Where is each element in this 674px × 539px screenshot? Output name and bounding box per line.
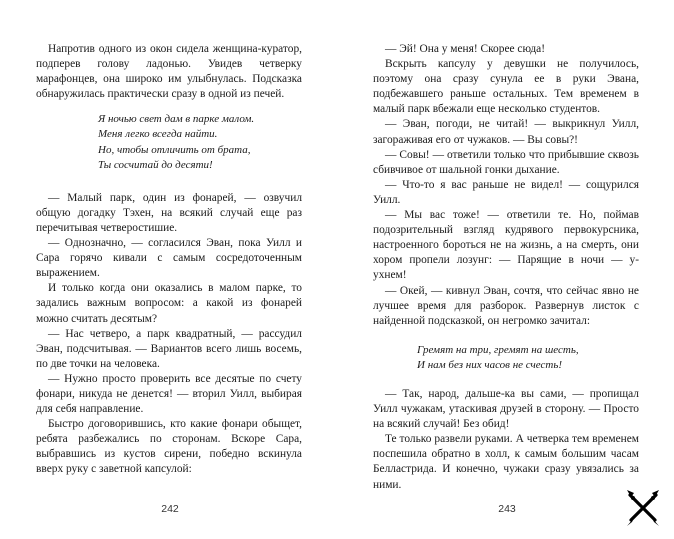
poem-line: Я ночью свет дам в парке малом. (98, 113, 255, 126)
paragraph: Вскрыть капсулу у девушки не получилось, поэтому она сразу сунула ее в руки Эвана, подбежавшего раньше остальных. Тем временем в малый парк вбежали еще несколько студентов. (373, 58, 639, 116)
paragraph: — Что-то я вас раньше не видел! — сощурился Уилл. (373, 178, 639, 206)
paragraph: — Эй! Она у меня! Скорее сюда! (385, 43, 546, 55)
crossed-brushes-icon (622, 487, 664, 529)
poem-line: И нам без них часов не счесть! (417, 358, 563, 371)
right-text-column (373, 42, 639, 493)
paragraph: — Окей, — кивнул Эван, сочтя, что сейчас явно не лучшее время для разборок. Развернув листок с найденной подсказкой, он негромко зачитал: (373, 284, 639, 327)
paragraph: — Эван, погоди, не читай! — выкрикнул Уилл, загораживая его от чужаков. — Вы совы?! (373, 118, 639, 146)
paragraph: — Нужно просто проверить все десятые по счету фонари, никуда не денется! — вторил Уилл, выбирая для себя направление. (36, 372, 302, 416)
paragraph: — Так, народ, дальше-ка вы сами, — пропищал Уилл чужакам, утаскивая друзей в сторону. — Просто на всякий случай! Без обид! (373, 387, 639, 431)
paragraph: — Мы вас тоже! — ответили те. Но, поймав подозрительный взгляд кудрявого первокурсника, настроенного бороться не на жизнь, а на смерть, они хором пропели лозунг: — Парящие в ночи — у-ухнем! (373, 209, 639, 282)
page-number: 243 (498, 503, 516, 515)
paragraph: И только когда они оказались в малом парке, то задались важным вопросом: а какой из фонарей можно считать десятым? (36, 282, 302, 325)
poem-line: Гремят на три, гремят на шесть, (417, 343, 579, 356)
poem-line: Ты сосчитай до десяти! (98, 158, 213, 171)
paragraph: Напротив одного из окон сидела женщина-куратор, подперев голову ладонью. Увидев четверку марафонцев, она широко им улыбнулась. Подсказка обнаружилась практически сразу в одной из печей. (36, 43, 302, 101)
paragraph: — Однозначно, — согласился Эван, пока Уилл и Сара горячо кивали с самым сосредоточенным выражением. (36, 237, 302, 280)
page-number: 242 (161, 503, 179, 515)
paragraph: — Нас четверо, а парк квадратный, — рассудил Эван, подсчитывая. — Вариантов всего лишь восемь, по две точки на человека. (36, 327, 302, 370)
poem (373, 343, 639, 373)
poem-line: Но, чтобы отличить от брата, (98, 143, 251, 156)
poem (36, 112, 302, 172)
left-text-column (36, 42, 302, 478)
poem-line: Меня легко всегда найти. (98, 128, 218, 141)
right-page (337, 0, 674, 539)
paragraph: — Совы! — ответили только что прибывшие сквозь сбивчивое от шальной гонки дыхание. (373, 148, 639, 176)
paragraph: Те только развели руками. А четверка тем временем поспешила обратно в холл, к самым большим часам Белластрида. И конечно, чужаки сразу увязались за ними. (373, 433, 639, 491)
paragraph: — Малый парк, один из фонарей, — озвучил общую догадку Тэхен, на всякий случай еще раз перечитывая четверостишие. (36, 191, 302, 234)
paragraph: Быстро договорившись, кто какие фонари обыщет, ребята разбежались по сторонам. Вскоре Сара, выбравшись из кустов сирени, победно вскинула вверх руку с заветной капсулой: (36, 418, 302, 476)
